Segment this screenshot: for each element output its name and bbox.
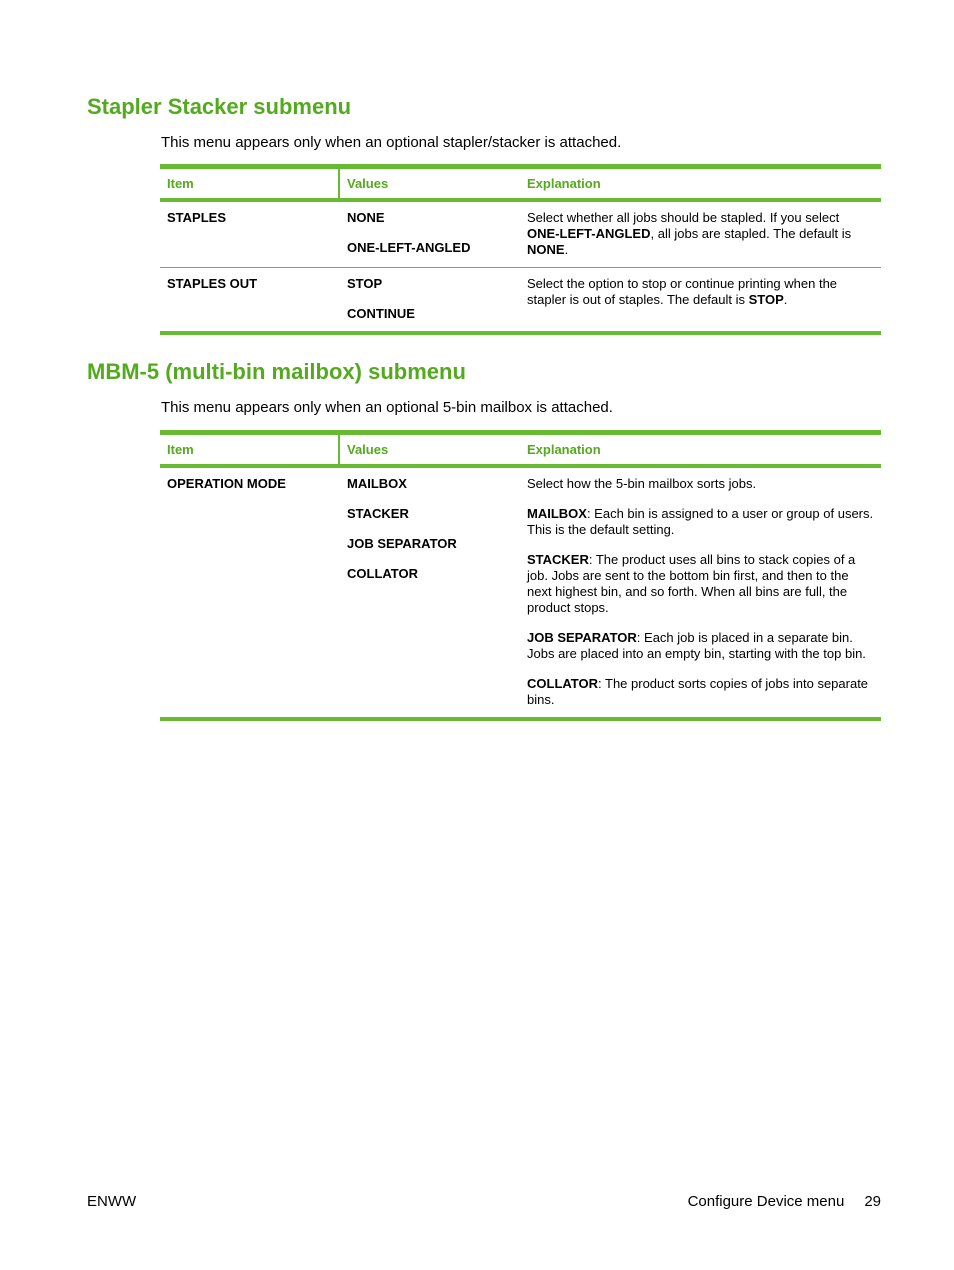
- table-header: [160, 169, 881, 201]
- section-intro-mbm5: This menu appears only when an optional 5-bin mailbox is attached.: [161, 399, 613, 416]
- value: STOP: [347, 276, 383, 291]
- value: NONE: [347, 210, 385, 225]
- explanation-stacker: [527, 552, 875, 616]
- values-cell: [340, 268, 520, 331]
- explanation-mailbox: [527, 506, 875, 538]
- text: : The product sorts copies of jobs into separate bins.: [527, 676, 869, 707]
- text: , all jobs are stapled. The default is: [650, 226, 852, 241]
- table-row: [160, 267, 881, 331]
- item-cell: STAPLES: [167, 210, 226, 225]
- section-title-mbm5: MBM-5 (multi-bin mailbox) submenu: [87, 359, 466, 384]
- footer-right: [688, 1193, 881, 1211]
- footer-section: Configure Device menu: [687, 1193, 845, 1210]
- header-explanation: Explanation: [527, 176, 601, 191]
- table-row: [160, 201, 881, 267]
- explanation-cell: [520, 468, 881, 717]
- header-values: Values: [347, 176, 389, 191]
- text: Select the option to stop or continue printing when the stapler is out of staples. The default is: [527, 276, 838, 307]
- term: MAILBOX: [527, 506, 587, 521]
- explanation-collator: [527, 676, 875, 708]
- value: CONTINUE: [347, 306, 415, 321]
- term: STACKER: [527, 552, 589, 567]
- text: .: [783, 292, 788, 307]
- values-cell: [340, 202, 520, 267]
- header-item: Item: [160, 435, 340, 464]
- value: STACKER: [347, 506, 409, 521]
- values-cell: [340, 468, 520, 717]
- page-number: 29: [864, 1193, 881, 1210]
- text: : The product uses all bins to stack copies of a job. Jobs are sent to the bottom bin first, and then to the next highest bin, and so forth. When all bins are full, the product stops.: [527, 552, 856, 615]
- footer-left: ENWW: [87, 1193, 137, 1210]
- header-item: Item: [160, 169, 340, 198]
- header-values: Values: [347, 442, 389, 457]
- text: .: [564, 242, 569, 257]
- item-cell: OPERATION MODE: [167, 476, 286, 491]
- table-row: [160, 467, 881, 717]
- explanation-job-separator: [527, 630, 875, 662]
- item-cell: STAPLES OUT: [167, 276, 258, 291]
- value: JOB SEPARATOR: [347, 536, 457, 551]
- term: NONE: [527, 242, 565, 257]
- stapler-stacker-table: [160, 164, 881, 335]
- value: COLLATOR: [347, 566, 419, 581]
- text: : Each job is placed in a separate bin. Jobs are placed into an empty bin, starting with the top bin.: [527, 630, 866, 661]
- explanation-cell: [520, 268, 881, 331]
- explanation-cell: [520, 202, 881, 267]
- section-intro-stapler-stacker: This menu appears only when an optional stapler/stacker is attached.: [161, 134, 622, 151]
- term: ONE-LEFT-ANGLED: [527, 226, 651, 241]
- term: STOP: [748, 292, 784, 307]
- section-title-stapler-stacker: Stapler Stacker submenu: [87, 94, 352, 119]
- explanation-intro: Select how the 5-bin mailbox sorts jobs.: [527, 476, 757, 491]
- value: ONE-LEFT-ANGLED: [347, 240, 471, 255]
- text: Select whether all jobs should be stapled. If you select: [527, 210, 840, 225]
- term: COLLATOR: [527, 676, 599, 691]
- value: MAILBOX: [347, 476, 407, 491]
- header-explanation: Explanation: [527, 442, 601, 457]
- term: JOB SEPARATOR: [527, 630, 637, 645]
- table-header: [160, 435, 881, 467]
- mbm5-table: [160, 430, 881, 721]
- text: : Each bin is assigned to a user or group of users. This is the default setting.: [527, 506, 874, 537]
